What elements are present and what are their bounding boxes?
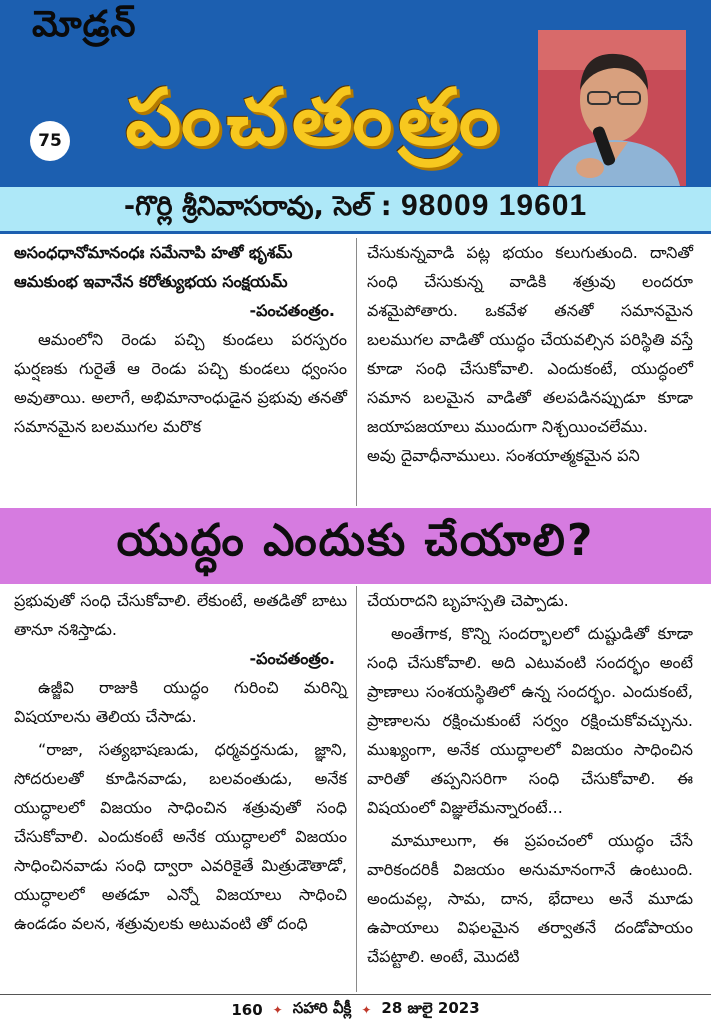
- paragraph: ప్రభువుతో సంధి చేసుకోవాలి. లేకుంటే, అతడితో బాటు తానూ నశిస్తాడు.: [14, 591, 347, 639]
- author-photo: [538, 30, 686, 186]
- column-title-panchatantram: పంచతంత్రం: [125, 73, 505, 163]
- verse-source: -పంచతంత్రం.: [249, 301, 335, 320]
- page-footer: [0, 994, 711, 1025]
- left-column-top: [14, 238, 347, 441]
- magazine-name: సహారి వీక్లీ: [292, 999, 352, 1017]
- verse-source: -పంచతంత్రం.: [249, 649, 335, 668]
- issue-number-badge: 75: [30, 121, 70, 161]
- paragraph: అవు దైవాధీనాములు. సంశయాత్మకమైన పని: [367, 446, 640, 465]
- paragraph: ఆమంలోని రెండు పచ్చి కుండలు పరస్పరం ఘర్షణకు గురైతే ఆ రెండు పచ్చి కుండలు ధ్వంసం అవుతాయి. అలాగే, అభిమానాంధుడైన ప్రభువు తనతో సమానమైన బలముగల మరొక: [14, 330, 347, 436]
- headline-title: యుద్ధం ఎందుకు చేయాలి?: [116, 515, 595, 566]
- paragraph: చేసుకున్నవాడి పట్ల భయం కలుగుతుంది. దానితో సంధి చేసుకున్న వాడికి శత్రువు లందరూ వశమైపోతారు. ఒకవేళ తనతో సమానమైన బలముగల వాడితో యుద్ధం చేయవల్సిన పరిస్థితి వస్తే కూడా సంధి చేసుకోవాలి. ఎందుకంటే, యుద్ధంలో సమాన బలమైన వాడితో తలపడినప్పుడూ కూడా జయాపజయాలు ముందుగా నిశ్చయించలేము.: [367, 243, 693, 436]
- paragraph: చేయరాదని బృహస్పతి చెప్పాడు.: [367, 591, 569, 610]
- magazine-header: [0, 0, 711, 234]
- sanskrit-verse-line-1: అసంధధానోమానంధః సమేనాపి హతో భృశమ్: [14, 243, 293, 262]
- left-column-bottom: [14, 586, 347, 938]
- column-divider-bottom: [356, 586, 357, 992]
- brand-modern-label: మోడ్రన్: [32, 4, 137, 45]
- author-portrait-illustration: [538, 30, 686, 186]
- paragraph: మామూలుగా, ఈ ప్రపంచంలో యుద్ధం చేసే వారికందరికీ విజయం అనుమానంగానే ఉంటుంది. అందువల్ల, సామ, దాన, భేదాలు అనే మూడు ఉపాయాలు విఫలమైన తర్వాతనే దండోపాయం చేపట్టాలి. అంటే, మొదటి: [367, 831, 693, 966]
- column-divider-top: [356, 238, 357, 506]
- sanskrit-verse-line-2: ఆమకుంభ ఇవానేన కరోత్యుభయ సంక్షయమ్: [14, 272, 288, 291]
- star-separator-icon: ✦: [272, 1003, 283, 1017]
- author-phone: 98009 19601: [400, 189, 588, 222]
- headline-banner: [0, 508, 711, 584]
- issue-date: 28 జులై 2023: [381, 999, 480, 1017]
- right-column-bottom: [367, 586, 693, 971]
- page-number: 160: [231, 1001, 263, 1019]
- author-name: -గొర్లి శ్రీనివాసరావు, సెల్ :: [123, 191, 392, 222]
- paragraph: ఉజ్జీవి రాజుకి యుద్ధం గురించి మరిన్ని విషయాలను తెలియ చేసాడు.: [14, 678, 347, 726]
- paragraph: అంతేగాక, కొన్ని సందర్భాలలో దుష్టుడితో కూడా సంధి చేసుకోవాలి. అది ఎటువంటి సందర్భం అంటే ప్రాణాలు సంశయస్థితిలో ఉన్న సందర్భం. ఎందుకంటే, ప్రాణాలను రక్షించుకుంటే సర్వం రక్షించుకోవచ్చును. ముఖ్యంగా, అనేక యుద్ధాలలో విజయం సాధించిన వారితో తప్పనిసరిగా సంధి చేసుకోవాలి. ఈ విషయంలో విజ్ఞులేమన్నారంటే...: [367, 624, 693, 817]
- star-separator-icon: ✦: [361, 1003, 372, 1017]
- paragraph: “రాజా, సత్యభాషణుడు, ధర్మవర్తనుడు, జ్ఞాని, సోదరులతో కూడినవాడు, బలవంతుడు, అనేక యుద్ధాలలో విజయం సాధించిన శత్రువుతో సంధి చేసుకోవాలి. ఎందుకంటే అనేక యుద్ధాలలో విజయం సాధించినవాడు సంధి ద్వారా ఎవరికైతే మిత్రుడౌతాడో, యుద్ధాలలో అతడూ ఎన్నో విజయాలు సాధించి ఉండడం వలన, శత్రువులకు అటువంటి తో దంధి: [14, 740, 347, 933]
- author-byline: [124, 189, 587, 229]
- right-column-top: [367, 238, 693, 470]
- author-strip: [0, 187, 711, 231]
